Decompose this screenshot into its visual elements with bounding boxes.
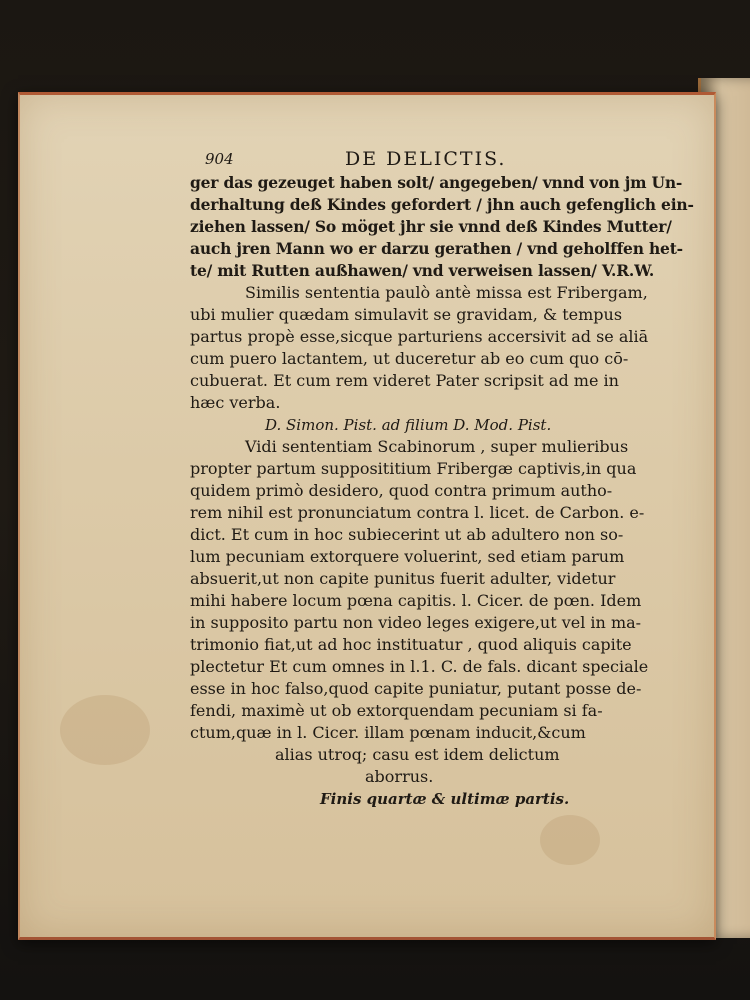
paper-stain: [60, 695, 150, 765]
gothic-paragraph: [190, 172, 694, 282]
text-line: absuerit,ut non capite punitus fuerit adulter, videtur: [190, 569, 616, 588]
paper-stain: [540, 815, 600, 865]
text-line: hæc verba.: [190, 393, 281, 412]
latin-paragraph-2: [190, 436, 650, 788]
page-text: [190, 148, 694, 788]
text-line: fendi, maximè ut ob extorquendam pecuniam si fa-: [190, 701, 603, 720]
latin-paragraph-1: [190, 282, 650, 414]
text-line: cum puero lactantem, ut duceretur ab eo cum quo cō-: [190, 349, 629, 368]
text-line: aborrus.: [365, 767, 434, 786]
text-line: alias utroq; casu est idem delictum: [275, 745, 560, 764]
gothic-line: auch jren Mann wo er darzu gerathen / vnd geholffen het-: [190, 239, 683, 258]
text-line: ubi mulier quædam simulavit se gravidam, & tempus: [190, 305, 623, 324]
text-line: partus propè esse,sicque parturiens accersivit ad se aliā: [190, 327, 649, 346]
running-head: DE DELICTIS.: [345, 148, 507, 170]
text-line: Similis sententia paulò antè missa est Fribergam,: [245, 283, 648, 302]
finis-line: Finis quartæ & ultimæ partis.: [320, 790, 570, 808]
text-line: esse in hoc falso,quod capite puniatur, putant posse de-: [190, 679, 642, 698]
text-line: propter partum supposititium Fribergæ captivis,in qua: [190, 459, 637, 478]
text-line: cubuerat. Et cum rem videret Pater scripsit ad me in: [190, 371, 619, 390]
text-line: dict. Et cum in hoc subiecerint ut ab adultero non so-: [190, 525, 624, 544]
text-line: lum pecuniam extorquere voluerint, sed etiam parum: [190, 547, 625, 566]
text-line: plectetur Et cum omnes in l.1. C. de fals. dicant speciale: [190, 657, 649, 676]
epistle-heading: D. Simon. Pist. ad filium D. Mod. Pist.: [265, 416, 552, 434]
text-line: rem nihil est pronunciatum contra l. licet. de Carbon. e-: [190, 503, 645, 522]
gothic-line: te/ mit Rutten außhawen/ vnd verweisen lassen/ V.R.W.: [190, 261, 655, 280]
text-line: in supposito partu non video leges exigere,ut vel in ma-: [190, 613, 642, 632]
gothic-line: ger das gezeuget haben solt/ angegeben/ vnnd von jm Un-: [190, 173, 683, 192]
page-number: 904: [205, 150, 234, 168]
text-line: ctum,quæ in l. Cicer. illam pœnam inducit,&cum: [190, 723, 586, 742]
page-header: [190, 148, 650, 170]
gothic-line: derhaltung deß Kindes gefordert / jhn auch gefenglich ein-: [190, 195, 694, 214]
text-line: quidem primò desidero, quod contra primum autho-: [190, 481, 613, 500]
text-line: trimonio fiat,ut ad hoc instituatur , quod aliquis capite: [190, 635, 632, 654]
text-line: mihi habere locum pœna capitis. l. Cicer. de pœn. Idem: [190, 591, 642, 610]
text-line: Vidi sententiam Scabinorum , super mulieribus: [245, 437, 629, 456]
gothic-line: ziehen lassen/ So möget jhr sie vnnd deß Kindes Mutter/: [190, 217, 672, 236]
